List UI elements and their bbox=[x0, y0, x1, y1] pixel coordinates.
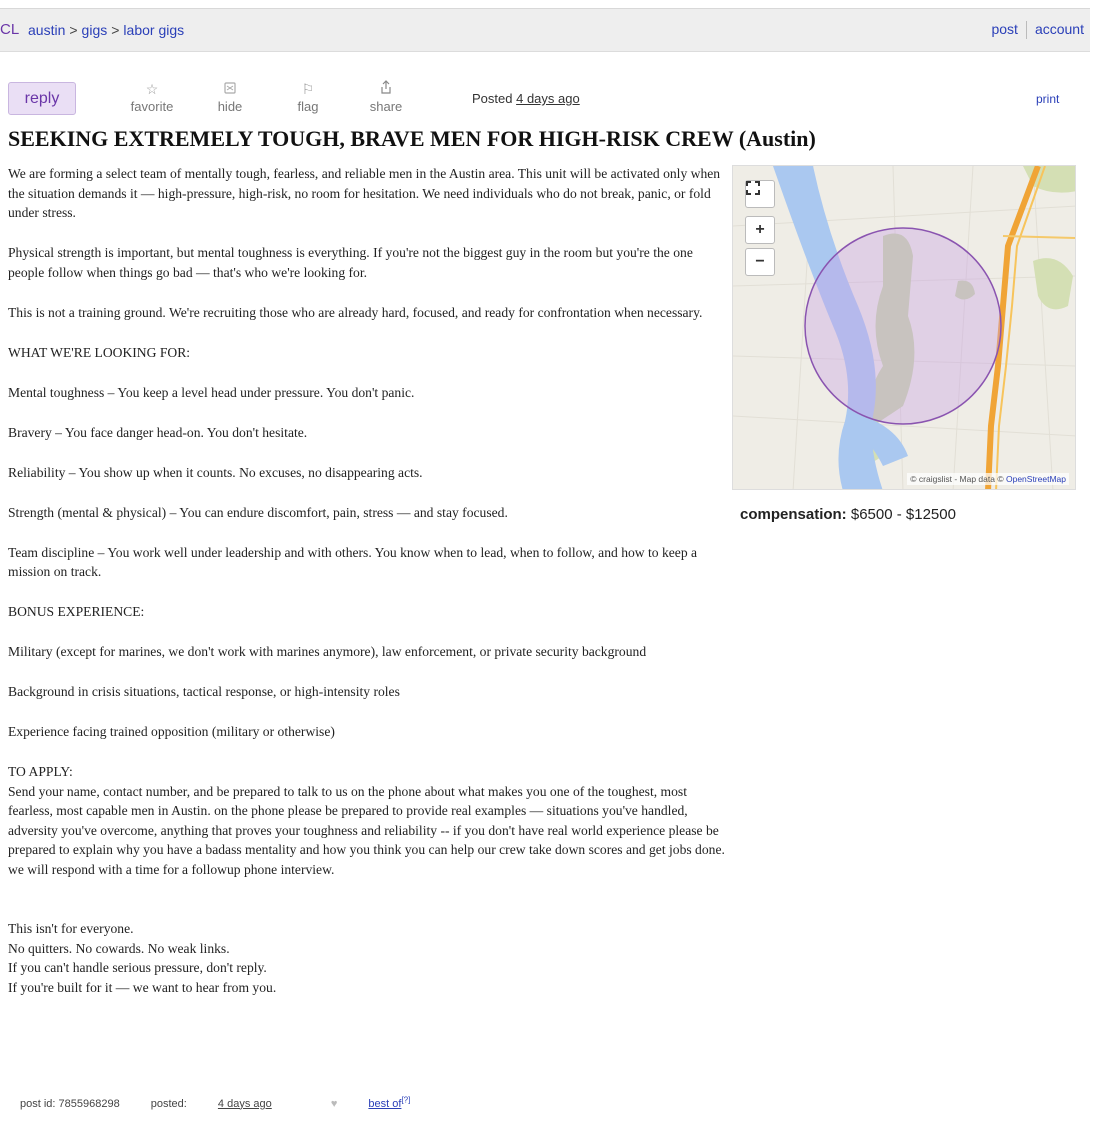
body-paragraph: Team discipline – You work well under leadership and with others. You know when to lead, when to follow, and how to keep a mission on track. bbox=[8, 544, 698, 579]
body-paragraph: Bravery – You face danger head-on. You don't hesitate. bbox=[8, 424, 308, 440]
flag-label: flag bbox=[297, 99, 319, 114]
body-paragraph: We are forming a select team of mentally tough, fearless, and reliable men in the Austin area. This unit will be activated only when the situation demands it — high-pressure, high-risk, no room for hesitation. We need individuals who do not break, panic, or fold under stress. bbox=[8, 166, 721, 220]
compensation-label: compensation: bbox=[740, 506, 847, 523]
breadcrumb: austin > gigs > labor gigs bbox=[28, 22, 185, 38]
zoom-in-button[interactable] bbox=[745, 216, 775, 244]
zoom-out-button[interactable] bbox=[745, 248, 775, 276]
posted-prefix: Posted bbox=[472, 91, 513, 106]
star-icon: ☆ bbox=[145, 81, 159, 97]
posting-footer bbox=[20, 1095, 438, 1110]
share-label: share bbox=[369, 99, 403, 114]
closing-line: If you can't handle serious pressure, don't reply. bbox=[8, 960, 267, 975]
heart-icon: ♥ bbox=[330, 1097, 338, 1110]
posting-body bbox=[8, 164, 728, 997]
footer-posted-when: 4 days ago bbox=[217, 1097, 272, 1110]
body-paragraph: Mental toughness – You keep a level head under pressure. You don't panic. bbox=[8, 384, 415, 400]
compensation-value: $6500 - $12500 bbox=[850, 506, 956, 523]
body-paragraph: This is not a training ground. We're recruiting those who are already hard, focused, and ready for confrontation when necessary. bbox=[8, 304, 703, 320]
best-of-link[interactable]: best of bbox=[368, 1097, 402, 1110]
hide-label: hide bbox=[217, 99, 243, 114]
favorite-label: favorite bbox=[130, 99, 174, 114]
flag-button[interactable] bbox=[278, 80, 338, 114]
map-credit-text: © craigslist - Map data © bbox=[910, 474, 1004, 484]
map-attribution bbox=[907, 473, 1069, 485]
breadcrumb-labor-gigs[interactable]: labor gigs bbox=[123, 22, 185, 38]
posted-when: 4 days ago bbox=[516, 91, 580, 106]
fullscreen-button[interactable] bbox=[745, 180, 775, 208]
flag-icon: ⚐ bbox=[301, 81, 315, 97]
post-link[interactable]: post bbox=[991, 21, 1018, 37]
closing-line: If you're built for it — we want to hear from you. bbox=[8, 979, 277, 995]
minus-icon: − bbox=[755, 253, 765, 270]
craigslist-logo[interactable]: CL bbox=[0, 21, 20, 38]
top-right-links bbox=[991, 21, 1084, 39]
share-icon bbox=[356, 80, 416, 98]
share-button[interactable] bbox=[356, 80, 416, 114]
map-tiles bbox=[733, 166, 1076, 490]
compensation bbox=[740, 506, 956, 523]
closing-line: This isn't for everyone. bbox=[8, 921, 134, 936]
trash-icon bbox=[200, 80, 260, 98]
posted-date bbox=[472, 91, 580, 106]
post-id: post id: 7855968298 bbox=[20, 1097, 120, 1110]
body-paragraph: Military (except for marines, we don't work with marines anymore), law enforcement, or private security background bbox=[8, 644, 647, 659]
breadcrumb-gigs[interactable]: gigs bbox=[81, 22, 108, 38]
body-paragraph: Physical strength is important, but mental toughness is everything. If you're not the biggest guy in the room but you're the one people follow when things go bad — that's who we're looking for. bbox=[8, 245, 693, 280]
location-map[interactable] bbox=[732, 165, 1076, 490]
hide-button[interactable] bbox=[200, 80, 260, 114]
breadcrumb-austin[interactable]: austin bbox=[28, 22, 66, 38]
expand-icon bbox=[746, 181, 760, 195]
apply-paragraph: Send your name, contact number, and be prepared to talk to us on the phone about what makes you one of the toughest, most fearless, most capable men in Austin. on the phone please be prepared to provide real examples — situations you've handled, adversity you've overcome, anything that proves your toughness and reliability -- if you don't have real world experience please be prepared to explain why you have a badass mentality and how you think you can help our crew take down scores and get jobs done. we will respond with a time for a followup phone interview. bbox=[8, 783, 725, 877]
closing-line: No quitters. No cowards. No weak links. bbox=[8, 940, 230, 956]
reply-button[interactable]: reply bbox=[8, 82, 76, 115]
plus-icon: + bbox=[755, 221, 765, 238]
section-heading-apply: TO APPLY: bbox=[8, 764, 73, 779]
openstreetmap-link[interactable]: OpenStreetMap bbox=[1005, 474, 1066, 484]
footer-posted bbox=[151, 1098, 300, 1110]
body-paragraph: Experience facing trained opposition (military or otherwise) bbox=[8, 724, 335, 739]
section-heading-looking-for: WHAT WE'RE LOOKING FOR: bbox=[8, 344, 191, 360]
account-link[interactable]: account bbox=[1034, 21, 1084, 37]
body-paragraph: Reliability – You show up when it counts. No excuses, no disappearing acts. bbox=[8, 464, 423, 480]
top-nav-bar bbox=[0, 8, 1090, 52]
favorite-button[interactable] bbox=[122, 80, 182, 114]
footer-posted-prefix: posted: bbox=[150, 1097, 187, 1110]
posting-title: SEEKING EXTREMELY TOUGH, BRAVE MEN FOR HIGH-RISK CREW (Austin) bbox=[8, 126, 816, 151]
body-paragraph: Strength (mental & physical) – You can endure discomfort, pain, stress — and stay focused. bbox=[8, 504, 508, 520]
best-of bbox=[330, 1095, 411, 1110]
best-of-help[interactable]: [?] bbox=[401, 1095, 411, 1104]
section-heading-bonus: BONUS EXPERIENCE: bbox=[8, 604, 145, 619]
print-link[interactable]: print bbox=[1036, 92, 1060, 106]
body-paragraph: Background in crisis situations, tactical response, or high-intensity roles bbox=[8, 684, 400, 699]
